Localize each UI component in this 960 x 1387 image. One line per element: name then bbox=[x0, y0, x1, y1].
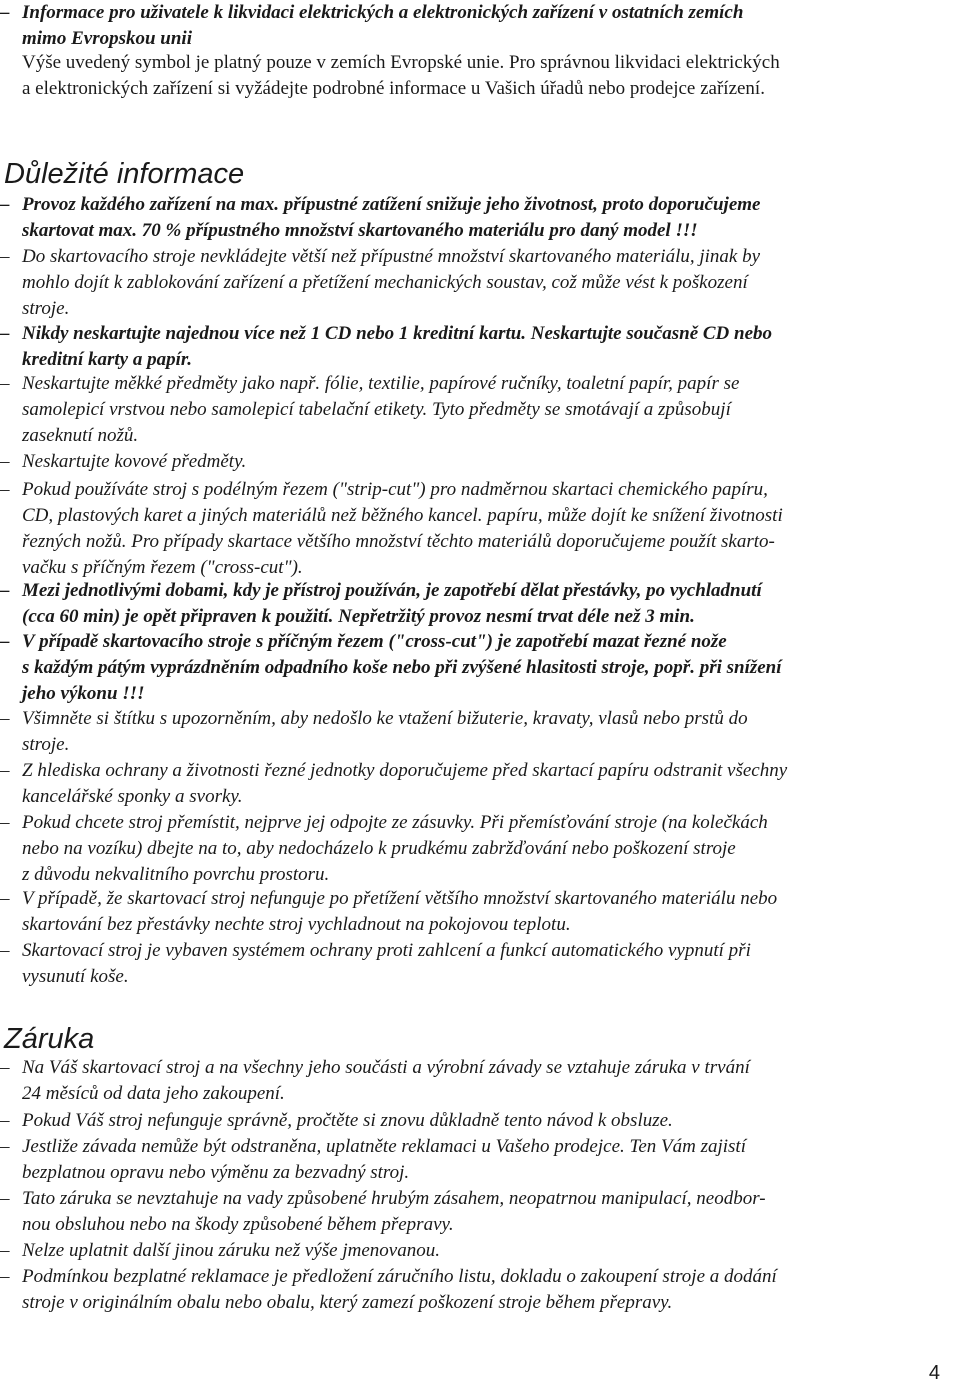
important-item-4 bbox=[0, 371, 944, 449]
bullet-dash: – bbox=[0, 246, 10, 267]
important-item-line: Neskartujte kovové předměty. bbox=[22, 451, 247, 472]
warranty-heading: Záruka bbox=[4, 1023, 95, 1055]
warranty-item-line: nou obsluhou nebo na škody způsobené během přepravy. bbox=[22, 1214, 454, 1235]
bullet-dash: – bbox=[0, 760, 10, 781]
important-item-2 bbox=[0, 244, 944, 322]
important-item-line: CD, plastových karet a jiných materiálů než běžného kancel. papíru, může dojít ke snížení životnosti bbox=[22, 505, 783, 526]
bullet-dash: – bbox=[0, 479, 10, 500]
eu-info-body-line: Výše uvedený symbol je platný pouze v zemích Evropské unie. Pro správnou likvidaci elektrických bbox=[22, 52, 780, 73]
warranty-item-line: Tato záruka se nevztahuje na vady způsobené hrubým zásahem, neopatrnou manipulací, neodbor- bbox=[22, 1188, 766, 1209]
important-item-line: Pokud chcete stroj přemístit, nejprve jej odpojte ze zásuvky. Při přemísťování stroje (na kolečkách bbox=[22, 812, 768, 833]
bullet-dash: – bbox=[0, 708, 10, 729]
important-item-line: kreditní karty a papír. bbox=[22, 349, 192, 370]
important-item-line: Skartovací stroj je vybaven systémem ochrany proti zahlcení a funkcí automatického vypnutí při bbox=[22, 940, 751, 961]
important-item-line: řezných nožů. Pro případy skartace většího množství těchto materiálů doporučujeme použít skarto- bbox=[22, 531, 775, 552]
important-item-line: skartování bez přestávky nechte stroj vychladnout na pokojovou teplotu. bbox=[22, 914, 571, 935]
bullet-dash: – bbox=[0, 1188, 10, 1209]
important-item-line: Nikdy neskartujte najednou více než 1 CD nebo 1 kreditní kartu. Neskartujte současně CD nebo bbox=[22, 323, 773, 344]
important-item-line: V případě skartovacího stroje s příčným řezem ("cross-cut") je zapotřebí mazat řezné nože bbox=[22, 631, 727, 652]
important-item-line: vačku s příčným řezem ("cross-cut"). bbox=[22, 557, 303, 578]
important-item-line: vysunutí koše. bbox=[22, 966, 129, 987]
bullet-dash: – bbox=[0, 2, 10, 23]
warranty-item-line: stroje v originálním obalu nebo obalu, který zamezí poškození stroje během přepravy. bbox=[22, 1292, 673, 1313]
important-item-6 bbox=[0, 477, 944, 581]
bullet-dash: – bbox=[0, 580, 10, 601]
important-item-line: jeho výkonu !!! bbox=[22, 683, 145, 704]
important-item-line: z důvodu nekvalitního povrchu prostoru. bbox=[22, 864, 330, 885]
bullet-dash: – bbox=[0, 451, 10, 472]
important-item-line: kancelářské sponky a svorky. bbox=[22, 786, 243, 807]
warranty-item-6 bbox=[0, 1264, 944, 1316]
important-item-line: samolepicí vrstvou nebo samolepicí tabelační etikety. Tyto předměty se smotávají a způsobují bbox=[22, 399, 731, 420]
bullet-dash: – bbox=[0, 1266, 10, 1287]
warranty-item-line: Na Váš skartovací stroj a na všechny jeho součásti a výrobní závady se vztahuje záruka v trvání bbox=[22, 1057, 750, 1078]
bullet-dash: – bbox=[0, 631, 10, 652]
important-item-10 bbox=[0, 758, 944, 810]
warranty-item-line: Jestliže závada nemůže být odstraněna, uplatněte reklamaci u Vašeho prodejce. Ten Vám zajistí bbox=[22, 1136, 746, 1157]
important-item-1 bbox=[0, 192, 944, 244]
important-item-8 bbox=[0, 629, 944, 707]
important-item-line: stroje. bbox=[22, 298, 70, 319]
bullet-dash: – bbox=[0, 1057, 10, 1078]
important-item-line: Provoz každého zařízení na max. přípustné zatížení snižuje jeho životnost, proto doporučujeme bbox=[22, 194, 761, 215]
important-item-7 bbox=[0, 578, 944, 630]
important-item-line: s každým pátým vyprázdněním odpadního koše nebo při zvýšené hlasitosti stroje, popř. při snížení bbox=[22, 657, 782, 678]
bullet-dash: – bbox=[0, 323, 10, 344]
bullet-dash: – bbox=[0, 940, 10, 961]
important-item-line: mohlo dojít k zablokování zařízení a přetížení mechanických soustav, což může vést k poškození bbox=[22, 272, 748, 293]
warranty-item-4 bbox=[0, 1186, 944, 1238]
eu-info-body bbox=[0, 50, 944, 102]
warranty-item-line: bezplatnou opravu nebo výměnu za bezvadný stroj. bbox=[22, 1162, 410, 1183]
bullet-dash: – bbox=[0, 1136, 10, 1157]
important-item-12 bbox=[0, 886, 944, 938]
important-item-line: Všimněte si štítku s upozorněním, aby nedošlo ke vtažení bižuterie, kravaty, vlasů nebo prstů do bbox=[22, 708, 748, 729]
bullet-dash: – bbox=[0, 194, 10, 215]
warranty-item-1 bbox=[0, 1055, 944, 1107]
important-item-line: nebo na vozíku) dbejte na to, aby nedocházelo k prudkému zabržďování nebo poškození stroje bbox=[22, 838, 736, 859]
bullet-dash: – bbox=[0, 1110, 10, 1131]
important-item-11 bbox=[0, 810, 944, 888]
page-number: 4 bbox=[928, 1362, 940, 1384]
important-item-line: Mezi jednotlivými dobami, kdy je přístroj používán, je zapotřebí dělat přestávky, po vychladnutí bbox=[22, 580, 762, 601]
important-item-3 bbox=[0, 321, 944, 373]
eu-info-body-line: a elektronických zařízení si vyžádejte podrobné informace u Vašich úřadů nebo prodejce zařízení. bbox=[22, 78, 765, 99]
bullet-dash: – bbox=[0, 888, 10, 909]
eu-info-title bbox=[0, 0, 944, 52]
eu-info-title-line: mimo Evropskou unii bbox=[22, 28, 192, 49]
warranty-item-line: Podmínkou bezplatné reklamace je předložení záručního listu, dokladu o zakoupení stroje a dodání bbox=[22, 1266, 777, 1287]
important-item-line: Neskartujte měkké předměty jako např. fólie, textilie, papírové ručníky, toaletní papír, papír se bbox=[22, 373, 740, 394]
warranty-item-line: Pokud Váš stroj nefunguje správně, pročtěte si znovu důkladně tento návod k obsluze. bbox=[22, 1110, 673, 1131]
important-item-line: Z hlediska ochrany a životnosti řezné jednotky doporučujeme před skartací papíru odstranit všechny bbox=[22, 760, 788, 781]
bullet-dash: – bbox=[0, 1240, 10, 1261]
eu-info-title-line: Informace pro uživatele k likvidaci elektrických a elektronických zařízení v ostatních zemích bbox=[22, 2, 744, 23]
important-item-line: zaseknutí nožů. bbox=[22, 425, 139, 446]
important-item-line: stroje. bbox=[22, 734, 70, 755]
important-item-line: V případě, že skartovací stroj nefunguje po přetížení většího množství skartovaného materiálu nebo bbox=[22, 888, 778, 909]
important-item-9 bbox=[0, 706, 944, 758]
important-item-13 bbox=[0, 938, 944, 990]
warranty-item-3 bbox=[0, 1134, 944, 1186]
warranty-item-line: 24 měsíců od data jeho zakoupení. bbox=[22, 1083, 285, 1104]
warranty-item-line: Nelze uplatnit další jinou záruku než výše jmenovanou. bbox=[22, 1240, 440, 1261]
important-item-line: skartovat max. 70 % přípustného množství skartovaného materiálu pro daný model !!! bbox=[22, 220, 698, 241]
bullet-dash: – bbox=[0, 373, 10, 394]
important-item-line: (cca 60 min) je opět připraven k použití. Nepřetržitý provoz nesmí trvat déle než 3 min. bbox=[22, 606, 695, 627]
important-item-line: Do skartovacího stroje nevkládejte větší než přípustné množství skartovaného materiálu, jinak by bbox=[22, 246, 761, 267]
bullet-dash: – bbox=[0, 812, 10, 833]
important-heading: Důležité informace bbox=[4, 158, 245, 190]
important-item-line: Pokud používáte stroj s podélným řezem ("strip-cut") pro nadměrnou skartaci chemického papíru, bbox=[22, 479, 768, 500]
important-item-5 bbox=[0, 449, 944, 475]
warranty-item-5 bbox=[0, 1238, 944, 1264]
warranty-item-2 bbox=[0, 1108, 944, 1134]
